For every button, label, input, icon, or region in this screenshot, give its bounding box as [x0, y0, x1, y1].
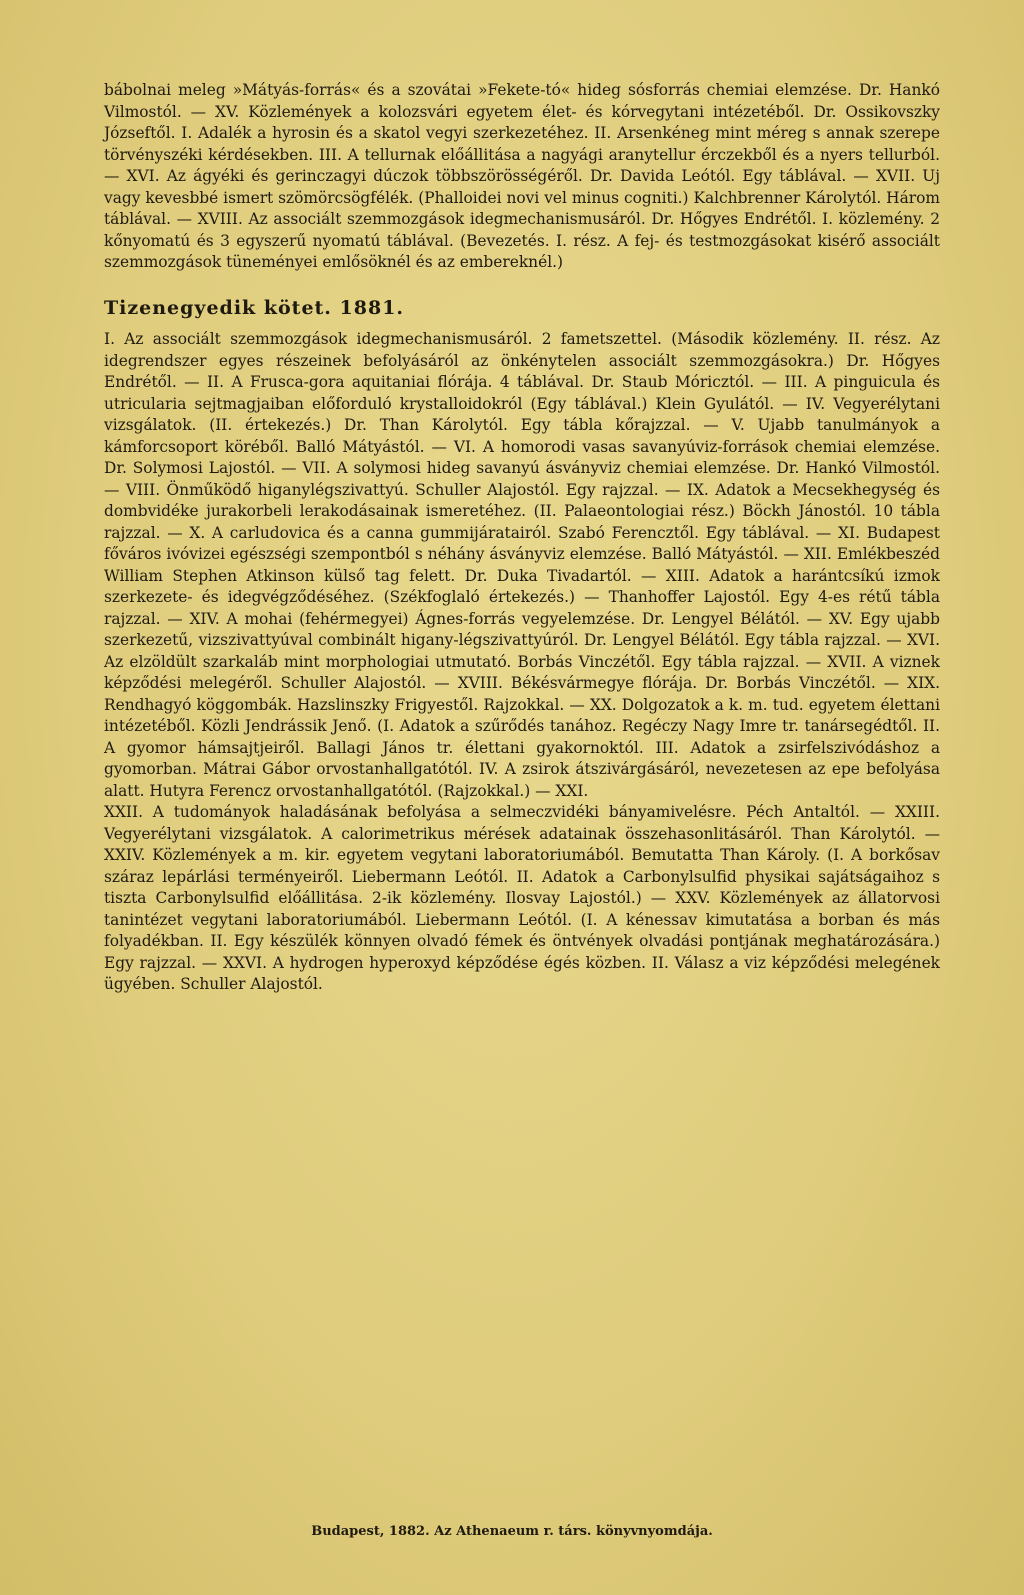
- continuation-paragraph: bábolnai meleg »Mátyás-forrás« és a szovátai »Fekete-tó« hideg sósforrás chemiai elemzése. Dr. Hankó Vilmostól. — XV. Közlemények a kolozsvári egyetem élet- és kórvegytani intézetéből. Dr. Ossikovszky Józseftől. I. Adalék a hyrosin és a skatol vegyi szerkezetéhez. II. Arsenkéneg mint méreg s annak szerepe törvényszéki kérdésekben. III. A tellurnak előállitása a nagyági aranytellur érczekből és a nyers tellurból. — XVI. Az ágyéki és gerinczagyi dúczok többszörösségéről. Dr. Davida Leótól. Egy táblával. — XVII. Uj vagy kevesbbé ismert szömörcsögfélék. (Phalloidei novi vel minus cogniti.) Kalchbrenner Károlytól. Három táblával. — XVIII. Az associált szemmozgások idegmechanismusáról. Dr. Hőgyes Endrétől. I. közlemény. 2 kőnyomatú és 3 egyszerű nyomatú táblával. (Bevezetés. I. rész. A fej- és testmozgásokat kisérő associált szemmozgások tüneményei emlősöknél és az embereknél.): [104, 81, 940, 271]
- text-block: [104, 80, 940, 996]
- volume-contents-paragraph-2: XXII. A tudományok haladásának befolyása a selmeczvidéki bányamivelésre. Péch Antaltól. — XXIII. Vegyerélytani vizsgálatok. A calorimetrikus mérések adatainak összehasonlitásáról. Than Károlytól. — XXIV. Közlemények a m. kir. egyetem vegytani laboratoriumából. Bemutatta Than Károly. (I. A borkősav száraz lepárlási terményeiről. Liebermann Leótól. II. Adatok a Carbonylsulfid physikai sajátságaihoz s tiszta Carbonylsulfid előállitása. 2-ik közlemény. Ilosvay Lajostól.) — XXV. Közlemények az állatorvosi tanintézet vegytani laboratoriumából. Liebermann Leótól. (I. A kénessav kimutatása a borban és más folyadékban. II. Egy készülék könnyen olvadó fémek és öntvények olvadási pontjának meghatározására.) Egy rajzzal. — XXVI. A hydrogen hyperoxyd képződése égés közben. II. Válasz a viz képződési melegének ügyében. Schuller Alajostól.: [104, 803, 940, 993]
- printer-footer: Budapest, 1882. Az Athenaeum r. társ. könyvnyomdája.: [311, 1524, 713, 1539]
- volume-heading: Tizenegyedik kötet. 1881.: [104, 296, 405, 319]
- volume-contents-paragraph: I. Az associált szemmozgások idegmechanismusáról. 2 fametszettel. (Második közlemény. II. rész. Az idegrendszer egyes részeinek befolyásáról az önkénytelen associált szemmozgásokra.) Dr. Hőgyes Endrétől. — II. A Frusca-gora aquitaniai flórája. 4 táblával. Dr. Staub Móricztól. — III. A pinguicula és utricularia sejtmagjaiban előforduló krystalloidokról (Egy táblával.) Klein Gyulától. — IV. Vegyerélytani vizsgálatok. (II. értekezés.) Dr. Than Károlytól. Egy tábla kőrajzzal. — V. Ujabb tanulmányok a kámforcsoport köréből. Balló Mátyástól. — VI. A homorodi vasas savanyúviz-források chemiai elemzése. Dr. Solymosi Lajostól. — VII. A solymosi hideg savanyú ásványviz chemiai elemzése. Dr. Hankó Vilmostól. — VIII. Önműködő higanylégszivattyú. Schuller Alajostól. Egy rajzzal. — IX. Adatok a Mecsekhegység és dombvidéke jurakorbeli lerakodásainak ismeretéhez. (II. Palaeontologiai rész.) Böckh Jánostól. 10 tábla rajzzal. — X. A carludovica és a canna gummijáratairól. Szabó Ferencztől. Egy táblával. — XI. Budapest főváros ivóvizei egészségi szempontból s néhány ásványviz elemzése. Balló Mátyástól. — XII. Emlékbeszéd William Stephen Atkinson külső tag felett. Dr. Duka Tivadartól. — XIII. Adatok a harántcsíkú izmok szerkezete- és idegvégződéséhez. (Székfoglaló értekezés.) — Thanhoffer Lajostól. Egy 4-es rétű tábla rajzzal. — XIV. A mohai (fehérmegyei) Ágnes-forrás vegyelemzése. Dr. Lengyel Bélától. — XV. Egy ujabb szerkezetű, vizszivattyúval combinált higany-légszivattyúról. Dr. Lengyel Bélától. Egy tábla rajzzal. — XVI. Az elzöldült szarkaláb mint morphologiai utmutató. Borbás Vinczétől. Egy tábla rajzzal. — XVII. A viznek képződési melegéről. Schuller Alajostól. — XVIII. Békésvármegye flórája. Dr. Borbás Vinczétől. — XIX. Rendhagyó köggombák. Hazslinszky Frigyestől. Rajzokkal. — XX. Dolgozatok a k. m. tud. egyetem élettani intézetéből. Közli Jendrássik Jenő. (I. Adatok a szűrődés tanához. Regéczy Nagy Imre tr. tanársegédtől. II. A gyomor hámsajtjeiről. Ballagi János tr. élettani gyakornoktól. III. Adatok a zsirfelszivódáshoz a gyomorban. Mátrai Gábor orvostanhallgatótól. IV. A zsirok átszivárgásáról, nevezetesen az epe befolyása alatt. Hutyra Ferencz orvostanhallgatótól. (Rajzokkal.) — XXI.: [104, 330, 940, 800]
